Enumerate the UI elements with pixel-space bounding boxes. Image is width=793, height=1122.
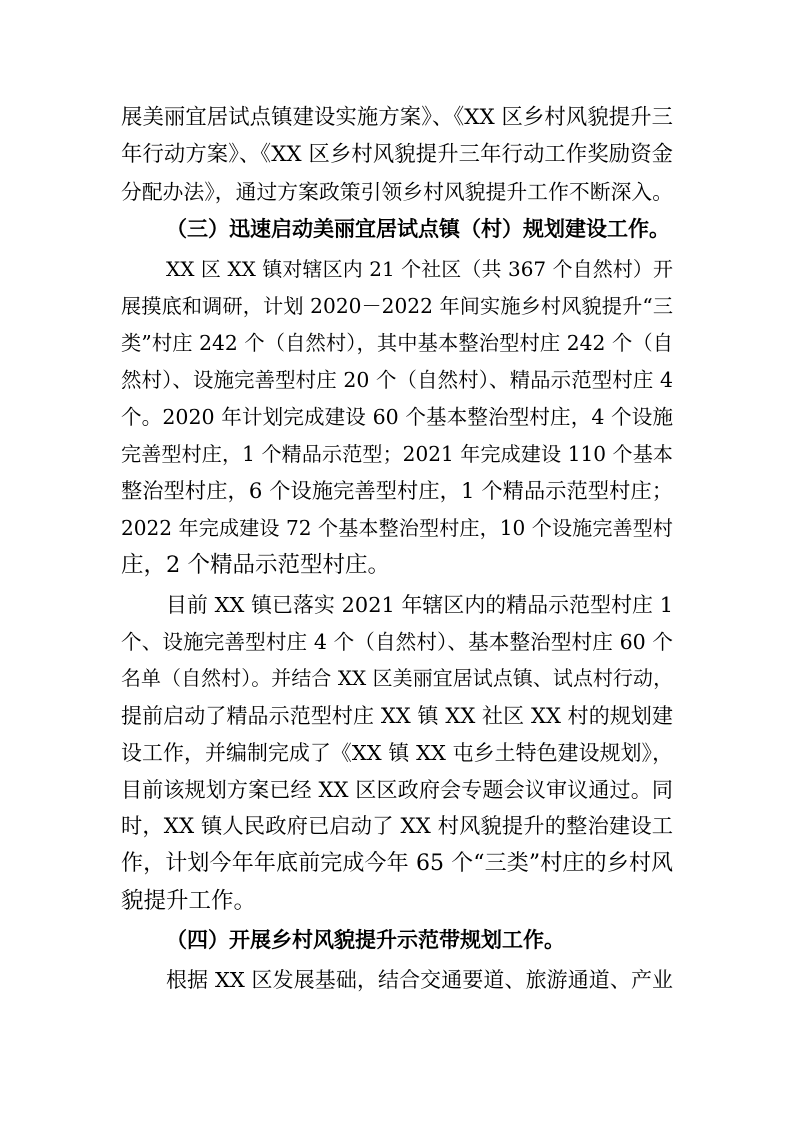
paragraph-line: 2022 年完成建设 72 个基本整治型村庄，10 个设施完善型村 bbox=[121, 516, 673, 540]
paragraph-line: 庄，2 个精品示范型村庄。 bbox=[121, 552, 390, 578]
paragraph-line: 完善型村庄，1 个精品示范型；2021 年完成建设 110 个基本 bbox=[121, 442, 673, 466]
paragraph-line: 展摸底和调研，计划 2020－2022 年间实施乡村风貌提升“三 bbox=[121, 294, 673, 318]
paragraph-line: 年行动方案》、《XX 区乡村风貌提升三年行动工作奖励资金 bbox=[121, 142, 673, 167]
paragraph-line: 貌提升工作。 bbox=[121, 888, 257, 914]
section-heading-4: （四）开展乡村风貌提升示范带规划工作。 bbox=[166, 928, 565, 952]
paragraph-line: XX 区 XX 镇对辖区内 21 个社区（共 367 个自然村）开 bbox=[166, 257, 673, 281]
paragraph-line: 根据 XX 区发展基础，结合交通要道、旅游通道、产业 bbox=[166, 968, 673, 992]
paragraph-line: 设工作，并编制完成了《XX 镇 XX 屯乡土特色建设规划》， bbox=[121, 741, 673, 765]
paragraph-line: 提前启动了精品示范型村庄 XX 镇 XX 社区 XX 村的规划建 bbox=[121, 704, 673, 728]
paragraph-line: 个。2020 年计划完成建设 60 个基本整治型村庄，4 个设施 bbox=[121, 405, 673, 429]
paragraph-line: 目前该规划方案已经 XX 区区政府会专题会议审议通过。同 bbox=[121, 777, 673, 802]
paragraph-line: 时，XX 镇人民政府已启动了 XX 村风貌提升的整治建设工 bbox=[121, 814, 673, 839]
paragraph-line: 个、设施完善型村庄 4 个（自然村）、基本整治型村庄 60 个 bbox=[121, 630, 673, 654]
paragraph-line: 整治型村庄，6 个设施完善型村庄，1 个精品示范型村庄； bbox=[121, 478, 673, 503]
section-heading-3: （三）迅速启动美丽宜居试点镇（村）规划建设工作。 bbox=[166, 217, 670, 241]
paragraph-line: 目前 XX 镇已落实 2021 年辖区内的精品示范型村庄 1 bbox=[166, 593, 673, 617]
paragraph-line: 作，计划今年年底前完成今年 65 个“三类”村庄的乡村风 bbox=[121, 851, 673, 876]
paragraph-line: 然村）、设施完善型村庄 20 个（自然村）、精品示范型村庄 4 bbox=[121, 368, 673, 392]
paragraph-line: 分配办法》，通过方案政策引领乡村风貌提升工作不断深入。 bbox=[121, 180, 673, 204]
paragraph-line: 展美丽宜居试点镇建设实施方案》、《XX 区乡村风貌提升三 bbox=[121, 105, 673, 130]
paragraph-line: 名单（自然村）。并结合 XX 区美丽宜居试点镇、试点村行动， bbox=[121, 667, 673, 690]
paragraph-line: 类”村庄 242 个（自然村），其中基本整治型村庄 242 个（自 bbox=[121, 331, 673, 355]
